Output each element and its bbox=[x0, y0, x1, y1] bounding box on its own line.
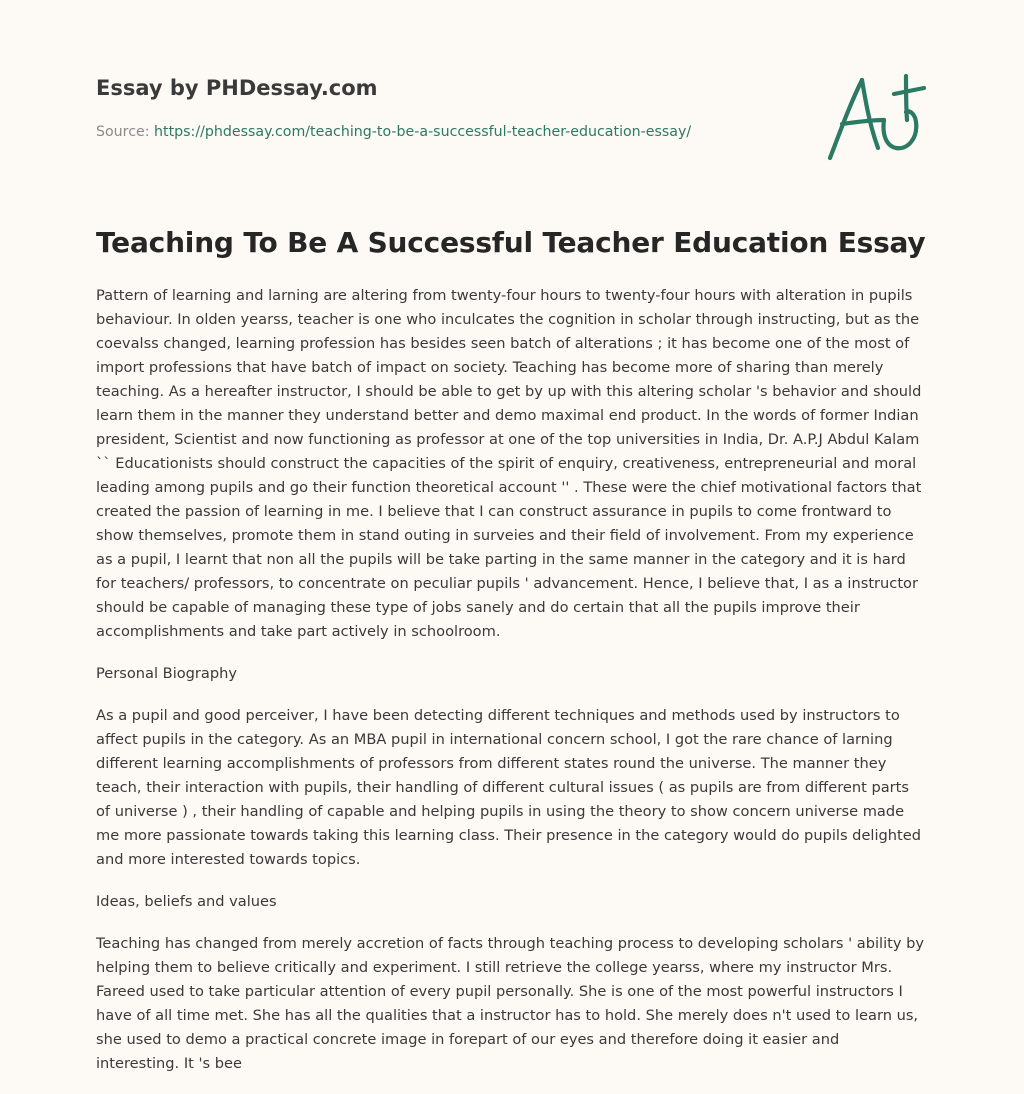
section-heading: Ideas, beliefs and values bbox=[96, 893, 277, 910]
source-link[interactable]: https://phdessay.com/teaching-to-be-a-successful-teacher-education-essay/ bbox=[154, 124, 692, 140]
source-label: Source: bbox=[96, 124, 155, 140]
a-plus-logo-icon bbox=[822, 68, 926, 164]
essay-paragraph: As a pupil and good perceiver, I have been detecting different techniques and methods used by instructors to affect pupils in the category. As an MBA pupil in international concern school, I got the rare chance of larning different learning accomplishments of professors from different states round the universe. The manner they teach, their interaction with pupils, their handling of different cultural issues ( as pupils are from different parts of universe ) , their handling of capable and helping pupils in using the theory to show concern universe made me more passionate towards taking this learning class. Their presence in the category would do pupils delighted and more interested towards topics. bbox=[96, 707, 922, 868]
essay-body bbox=[96, 284, 926, 1094]
section-heading: Personal Biography bbox=[96, 665, 238, 682]
source-line bbox=[96, 124, 691, 140]
essay-paragraph: Teaching has changed from merely accretion of facts through teaching process to developing scholars ' ability by helping them to believe critically and experiment. I still retrieve the college yearss, where my instructor Mrs. Fareed used to take particular attention of every pupil personally. She is one of the most powerful instructors I have of all time met. She has all the qualities that a instructor has to hold. She merely does n't used to learn us, she used to demo a practical concrete image in forepart of our eyes and therefore doing it easier and interesting. It 's bee bbox=[96, 935, 925, 1072]
essay-title: Teaching To Be A Successful Teacher Education Essay bbox=[96, 226, 926, 259]
essay-paragraph: Pattern of learning and larning are altering from twenty-four hours to twenty-four hours with alteration in pupils behaviour. In olden yearss, teacher is one who inculcates the cognition in scholar through instructing, but as the coevalss changed, learning profession has besides seen batch of alterations ; it has become one of the most of import professions that have batch of impact on society. Teaching has become more of sharing than merely teaching. As a hereafter instructor, I should be able to get by up with this altering scholar 's behavior and should learn them in the manner they understand better and demo maximal end product. In the words of former Indian president, Scientist and now functioning as professor at one of the top universities in India, Dr. A.P.J Abdul Kalam `` Educationists should construct the capacities of the spirit of enquiry, creativeness, entrepreneurial and moral leading among pupils and go their function theoretical account '' . These were the chief motivational factors that created the passion of learning in me. I believe that I can construct assurance in pupils to come frontward to show themselves, promote them in stand outing in surveies and their field of involvement. From my experience as a pupil, I learnt that non all the pupils will be take parting in the same manner in the category and it is hard for teachers/ professors, to concentrate on peculiar pupils ' advancement. Hence, I believe that, I as a instructor should be capable of managing these type of jobs sanely and do certain that all the pupils improve their accomplishments and take part actively in schoolroom. bbox=[96, 287, 922, 640]
site-title: Essay by PHDessay.com bbox=[96, 76, 378, 100]
